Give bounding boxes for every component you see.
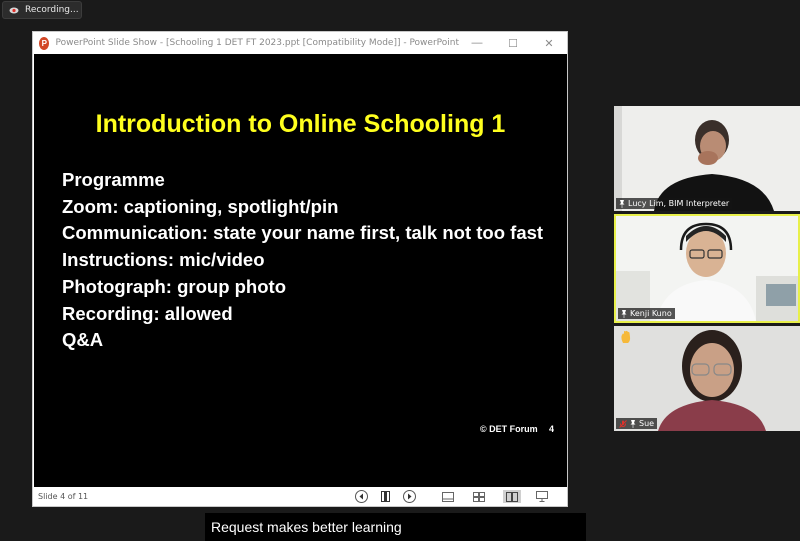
- slide-item: Q&A: [62, 329, 104, 351]
- maximize-button[interactable]: ☐: [508, 37, 518, 50]
- slide-item: Recording: allowed: [62, 302, 233, 324]
- slide-item: Zoom: captioning, spotlight/pin: [62, 195, 339, 217]
- grid-view-icon[interactable]: [472, 490, 485, 503]
- participant-video-tile[interactable]: [614, 326, 800, 431]
- powerpoint-logo-icon: P: [39, 37, 49, 50]
- participant-name-tag: [616, 418, 657, 429]
- participant-name: Sue: [639, 419, 655, 428]
- slide-title: Introduction to Online Schooling 1: [95, 110, 506, 138]
- raised-hand-icon: [620, 330, 632, 344]
- slide-item: Instructions: mic/video: [62, 249, 265, 271]
- participant-name: Lucy Lim, BIM Interpreter: [628, 199, 730, 208]
- recording-label: Recording...: [25, 5, 79, 15]
- slide-item: Programme: [62, 169, 165, 190]
- cloud-record-icon: [9, 6, 19, 14]
- window-title: PowerPoint Slide Show - [Schooling 1 DET FT 2023.ppt [Compatibility Mode]] - PowerPoint: [55, 38, 459, 48]
- slideshow-view-icon[interactable]: [535, 490, 548, 503]
- pin-icon: [619, 200, 625, 208]
- normal-view-icon[interactable]: [441, 490, 454, 503]
- slide-counter: Slide 4 of 11: [38, 492, 89, 501]
- slide-number: 4: [549, 424, 555, 434]
- slide-footer-text: © DET Forum: [480, 424, 538, 434]
- participant-video-tile-active-speaker[interactable]: [614, 214, 800, 323]
- live-caption: Request makes better learning: [205, 513, 586, 541]
- reading-view-icon[interactable]: [503, 490, 521, 503]
- participant-video-feed: [614, 326, 800, 431]
- minimize-button[interactable]: —: [471, 37, 483, 49]
- powerpoint-window: [32, 31, 568, 507]
- muted-microphone-icon: [619, 420, 627, 428]
- recording-indicator[interactable]: [2, 1, 82, 19]
- participant-video-feed: [614, 106, 800, 211]
- slideshow-statusbar: [33, 487, 567, 506]
- next-slide-icon[interactable]: [403, 490, 416, 503]
- pin-icon: [621, 310, 627, 318]
- slide-item: Photograph: group photo: [62, 275, 286, 297]
- pin-icon: [630, 420, 636, 428]
- participant-name-tag: [618, 308, 675, 319]
- slide-sorter-icon[interactable]: [379, 490, 392, 503]
- slide-bullet-list: [62, 167, 543, 354]
- window-titlebar[interactable]: [33, 32, 567, 54]
- participant-video-tile[interactable]: [614, 106, 800, 211]
- participant-name-tag: [616, 198, 732, 209]
- participant-name: Kenji Kuno: [630, 309, 672, 318]
- participant-video-feed: [616, 216, 798, 321]
- slide-canvas[interactable]: [34, 54, 567, 487]
- close-button[interactable]: ✕: [544, 37, 554, 50]
- slide-item: Communication: state your name first, talk not too fast: [62, 222, 544, 244]
- previous-slide-icon[interactable]: [355, 490, 368, 503]
